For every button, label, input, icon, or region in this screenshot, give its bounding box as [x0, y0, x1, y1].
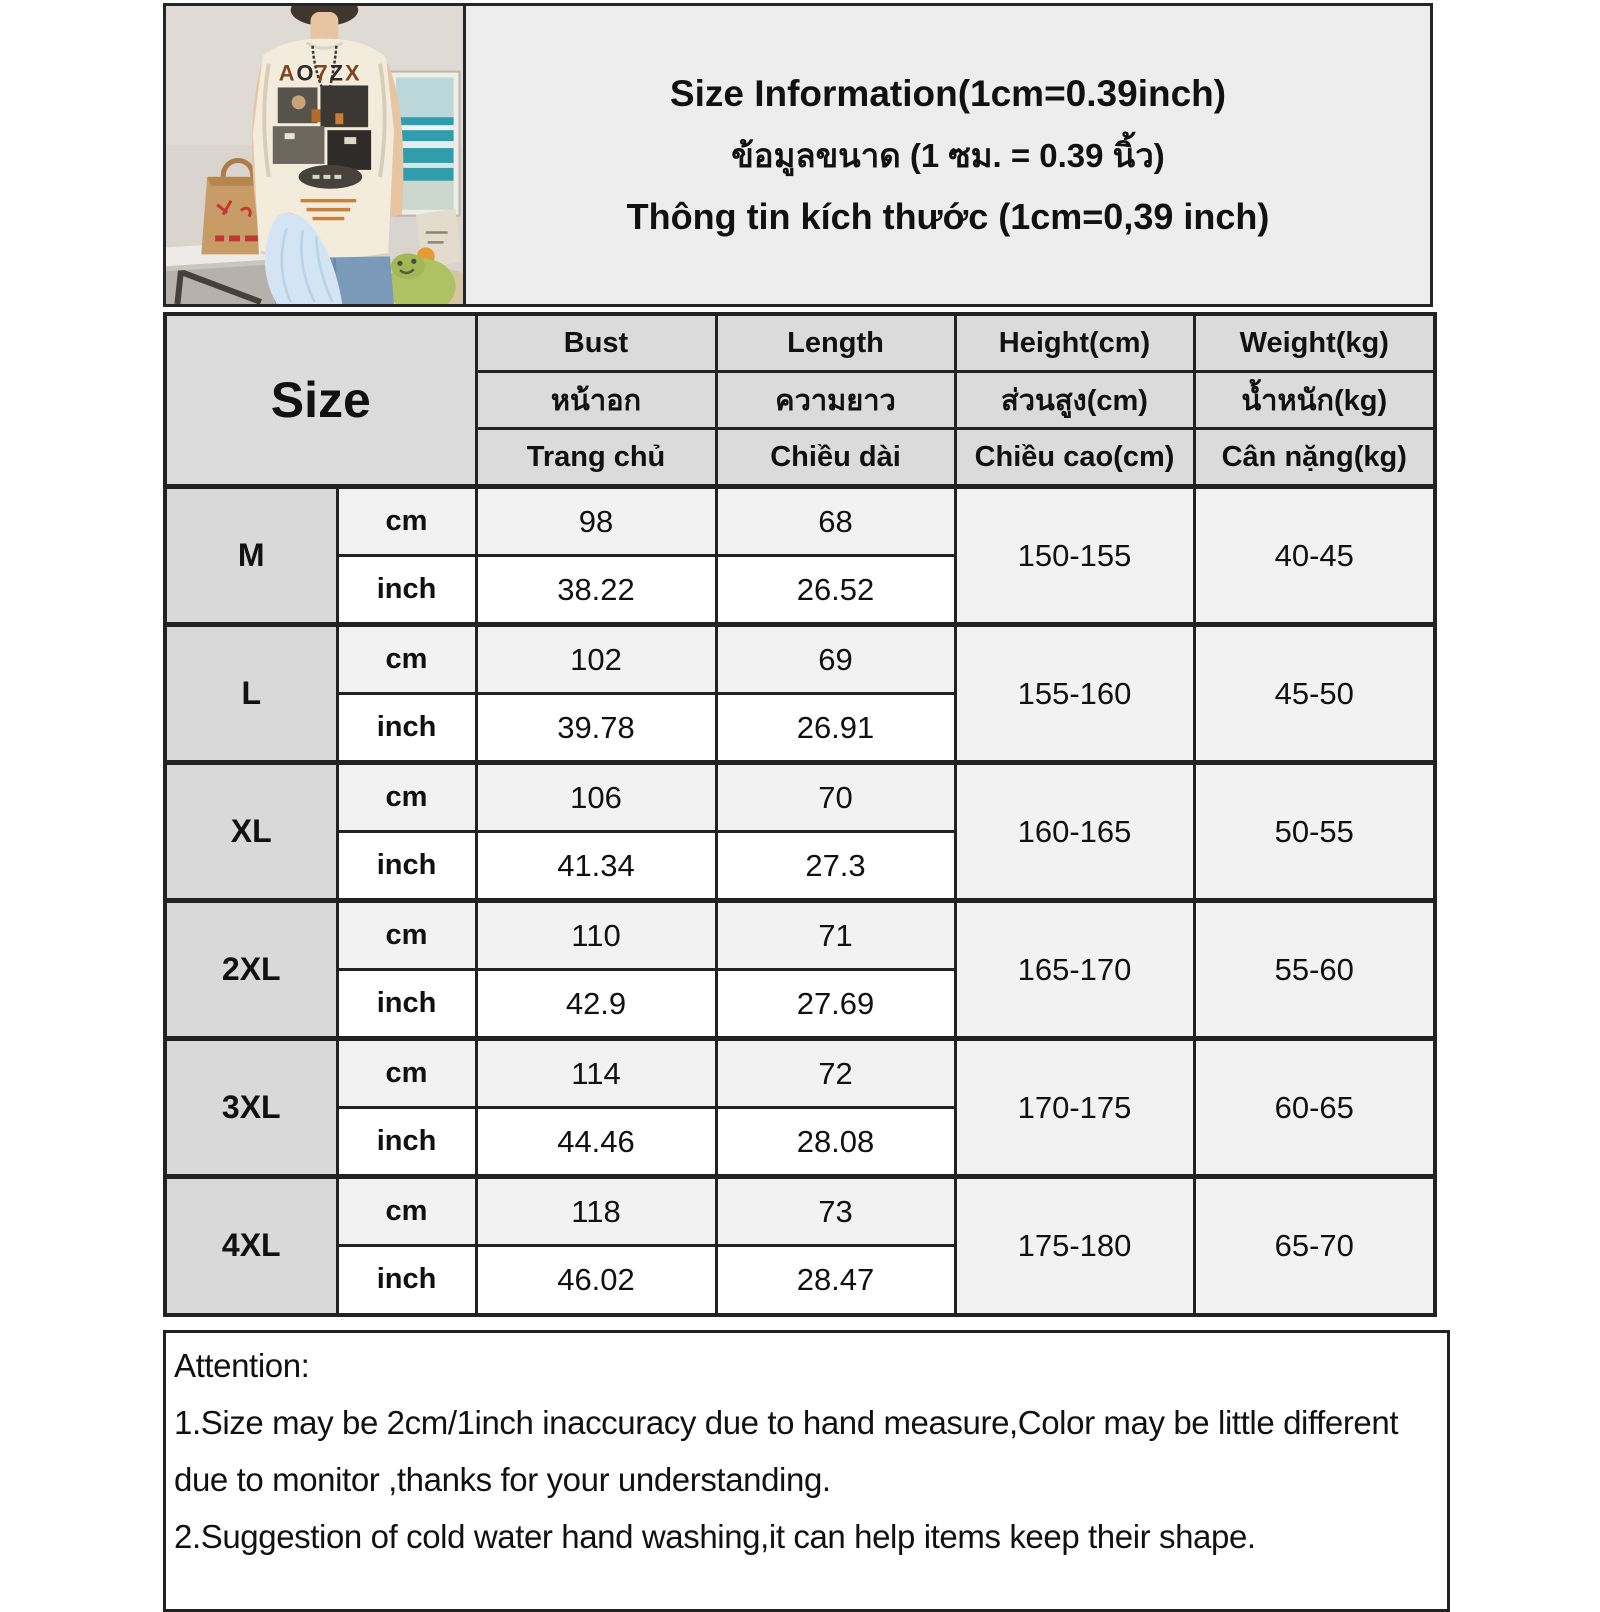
- title-vietnamese: Thông tin kích thước (1cm=0,39 inch): [626, 195, 1270, 237]
- col-header-weight-vi: Cân nặng(kg): [1194, 429, 1435, 487]
- bust-inch-value: 39.78: [476, 694, 716, 763]
- size-header-cell: Size: [165, 314, 476, 487]
- unit-cm-cell: cm: [337, 1039, 476, 1108]
- height-range-cell: 155-160: [955, 625, 1194, 763]
- col-header-height-vi: Chiều cao(cm): [955, 429, 1194, 487]
- unit-inch-cell: inch: [337, 970, 476, 1039]
- weight-range-cell: 40-45: [1194, 487, 1435, 625]
- length-inch-value: 26.52: [716, 556, 955, 625]
- length-inch-value: 27.69: [716, 970, 955, 1039]
- height-range-cell: 150-155: [955, 487, 1194, 625]
- length-cm-value: 69: [716, 625, 955, 694]
- size-label-cell: M: [165, 487, 337, 625]
- col-header-height-th: ส่วนสูง(cm): [955, 372, 1194, 429]
- size-group-XL: [165, 763, 1435, 901]
- product-photo-illustration: [166, 6, 463, 304]
- unit-cm-cell: cm: [337, 487, 476, 556]
- size-label-cell: L: [165, 625, 337, 763]
- weight-range-cell: 50-55: [1194, 763, 1435, 901]
- col-header-length-vi: Chiều dài: [716, 429, 955, 487]
- height-range-cell: 175-180: [955, 1177, 1194, 1315]
- unit-inch-cell: inch: [337, 832, 476, 901]
- weight-range-cell: 45-50: [1194, 625, 1435, 763]
- size-table: [163, 312, 1437, 1317]
- unit-inch-cell: inch: [337, 1246, 476, 1315]
- bust-cm-value: 106: [476, 763, 716, 832]
- bust-cm-value: 114: [476, 1039, 716, 1108]
- product-photo: [163, 3, 466, 307]
- size-label-cell: XL: [165, 763, 337, 901]
- length-cm-value: 73: [716, 1177, 955, 1246]
- height-range-cell: 160-165: [955, 763, 1194, 901]
- weight-range-cell: 65-70: [1194, 1177, 1435, 1315]
- length-cm-value: 68: [716, 487, 955, 556]
- title-thai: ข้อมูลขนาด (1 ซม. = 0.39 นิ้ว): [731, 136, 1165, 174]
- col-header-bust-th: หน้าอก: [476, 372, 716, 429]
- attention-note-2: 2.Suggestion of cold water hand washing,it can help items keep their shape.: [174, 1517, 1256, 1555]
- unit-cm-cell: cm: [337, 1177, 476, 1246]
- top-block: [163, 3, 1433, 307]
- size-group-4XL: [165, 1177, 1435, 1315]
- length-inch-value: 26.91: [716, 694, 955, 763]
- col-header-weight-en: Weight(kg): [1194, 314, 1435, 372]
- size-label-cell: 2XL: [165, 901, 337, 1039]
- attention-title: Attention:: [174, 1346, 310, 1384]
- bust-cm-value: 98: [476, 487, 716, 556]
- unit-inch-cell: inch: [337, 694, 476, 763]
- size-chart-page: [163, 3, 1433, 1612]
- bust-inch-value: 38.22: [476, 556, 716, 625]
- unit-cm-cell: cm: [337, 901, 476, 970]
- size-group-2XL: [165, 901, 1435, 1039]
- title-english: Size Information(1cm=0.39inch): [669, 72, 1227, 114]
- col-header-length-en: Length: [716, 314, 955, 372]
- size-table-header: [165, 314, 1435, 487]
- size-group-M: [165, 487, 1435, 625]
- bust-inch-value: 44.46: [476, 1108, 716, 1177]
- weight-range-cell: 55-60: [1194, 901, 1435, 1039]
- bust-inch-value: 41.34: [476, 832, 716, 901]
- unit-cm-cell: cm: [337, 625, 476, 694]
- col-header-height-en: Height(cm): [955, 314, 1194, 372]
- bust-inch-value: 42.9: [476, 970, 716, 1039]
- bust-cm-value: 110: [476, 901, 716, 970]
- col-header-bust-vi: Trang chủ: [476, 429, 716, 487]
- col-header-bust-en: Bust: [476, 314, 716, 372]
- attention-box: [163, 1330, 1450, 1612]
- bust-cm-value: 118: [476, 1177, 716, 1246]
- length-inch-value: 28.08: [716, 1108, 955, 1177]
- length-cm-value: 72: [716, 1039, 955, 1108]
- unit-cm-cell: cm: [337, 763, 476, 832]
- weight-range-cell: 60-65: [1194, 1039, 1435, 1177]
- unit-inch-cell: inch: [337, 1108, 476, 1177]
- length-cm-value: 70: [716, 763, 955, 832]
- size-group-L: [165, 625, 1435, 763]
- length-inch-value: 27.3: [716, 832, 955, 901]
- length-cm-value: 71: [716, 901, 955, 970]
- svg-text:AO7ZX: AO7ZX: [278, 60, 362, 86]
- attention-note-1: 1.Size may be 2cm/1inch inaccuracy due to hand measure,Color may be little different due to monitor ,thanks for your understanding.: [174, 1403, 1399, 1498]
- bust-inch-value: 46.02: [476, 1246, 716, 1315]
- size-label-cell: 3XL: [165, 1039, 337, 1177]
- size-group-3XL: [165, 1039, 1435, 1177]
- bust-cm-value: 102: [476, 625, 716, 694]
- col-header-weight-th: น้ำหนัก(kg): [1194, 372, 1435, 429]
- unit-inch-cell: inch: [337, 556, 476, 625]
- height-range-cell: 170-175: [955, 1039, 1194, 1177]
- length-inch-value: 28.47: [716, 1246, 955, 1315]
- col-header-length-th: ความยาว: [716, 372, 955, 429]
- height-range-cell: 165-170: [955, 901, 1194, 1039]
- size-info-header-panel: [466, 3, 1433, 307]
- size-label-cell: 4XL: [165, 1177, 337, 1315]
